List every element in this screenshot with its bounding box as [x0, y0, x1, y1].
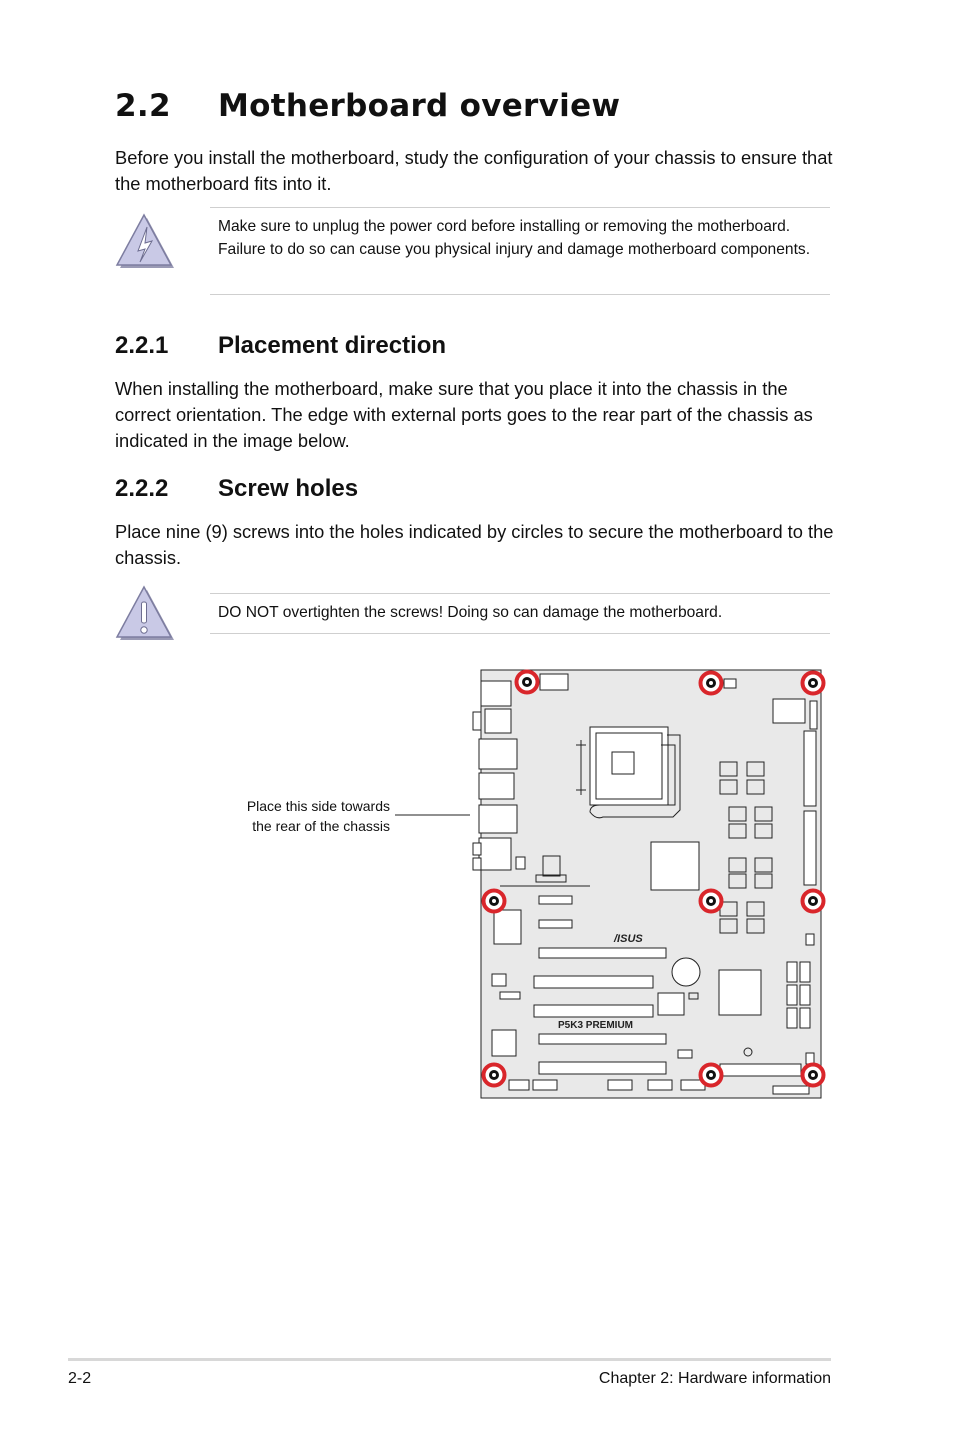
footer-rule: [68, 1358, 831, 1361]
caption-line-2: the rear of the chassis: [252, 818, 390, 834]
placement-heading: [115, 332, 446, 360]
pci-slot-3: [539, 1062, 666, 1074]
caution-warning-icon: [114, 585, 176, 643]
caption-line-1: Place this side towards: [246, 798, 390, 814]
note-power-text: Make sure to unplug the power cord before installing or removing the motherboard. Failure to do so can cause you physical injury and damage motherboard components.: [218, 218, 811, 258]
electric-warning-icon: [114, 213, 176, 271]
placement-title: Placement direction: [218, 332, 447, 359]
pcie-x1-slot-2: [539, 920, 572, 928]
note-screws: [210, 593, 830, 634]
io-port-usb: [485, 709, 511, 733]
screw-hole-marker-7: [484, 1065, 505, 1086]
pci-slot-1: [534, 976, 653, 988]
screw-hole-marker-5: [701, 891, 722, 912]
power-connector: [804, 731, 816, 806]
chapter-title: Chapter 2: Hardware information: [598, 1370, 831, 1387]
placement-number: 2.2.1: [115, 332, 169, 359]
section-number: 2.2: [115, 88, 171, 124]
screw-hole-marker-4: [484, 891, 505, 912]
note-power: [210, 207, 830, 295]
screw-holes-paragraph: Place nine (9) screws into the holes indicated by circles to secure the motherboard to the chassis.: [115, 521, 834, 568]
screw-holes-number: 2.2.2: [115, 475, 169, 502]
pcie-x16-slot-1: [539, 948, 666, 958]
figure-caption: [210, 796, 390, 836]
io-port-esata: [479, 805, 517, 833]
ide-connector: [804, 811, 816, 885]
pcie-x1-slot-1: [539, 896, 572, 904]
io-port-ps2: [481, 681, 511, 706]
placement-paragraph: When installing the motherboard, make sure that you place it into the chassis in the correct orientation. The edge with external ports goes to the rear part of the chassis as indicated in the image below.: [115, 378, 813, 451]
motherboard-diagram: [390, 665, 830, 1105]
screw-hole-marker-8: [701, 1065, 722, 1086]
northbridge-chip: [651, 842, 699, 890]
io-port-audio: [479, 838, 511, 870]
screw-holes-title: Screw holes: [218, 475, 359, 502]
pcie-x16-slot-2: [539, 1034, 666, 1044]
screw-hole-marker-6: [803, 891, 824, 912]
screw-hole-marker-1: [517, 672, 538, 693]
screw-hole-marker-2: [701, 673, 722, 694]
io-port-usb2: [479, 773, 514, 799]
intro-paragraph: Before you install the motherboard, study the configuration of your chassis to ensure that the motherboard fits into it.: [115, 147, 833, 194]
note-screws-text: DO NOT overtighten the screws! Doing so can damage the motherboard.: [218, 604, 723, 621]
brand-logo: /ISUS: [614, 933, 643, 945]
screw-hole-marker-9: [803, 1065, 824, 1086]
screw-holes-heading: [115, 475, 358, 503]
southbridge-chip: [719, 970, 761, 1015]
screw-hole-marker-3: [803, 673, 824, 694]
io-port-lan: [479, 739, 517, 769]
pci-slot-2: [534, 1005, 653, 1017]
board-model-label: P5K3 PREMIUM: [558, 1020, 634, 1031]
atx12v-connector: [540, 674, 568, 690]
cmos-battery: [672, 958, 700, 986]
page-number: 2-2: [68, 1370, 92, 1387]
section-title: [115, 88, 620, 124]
section-title-text: Motherboard overview: [218, 88, 621, 124]
